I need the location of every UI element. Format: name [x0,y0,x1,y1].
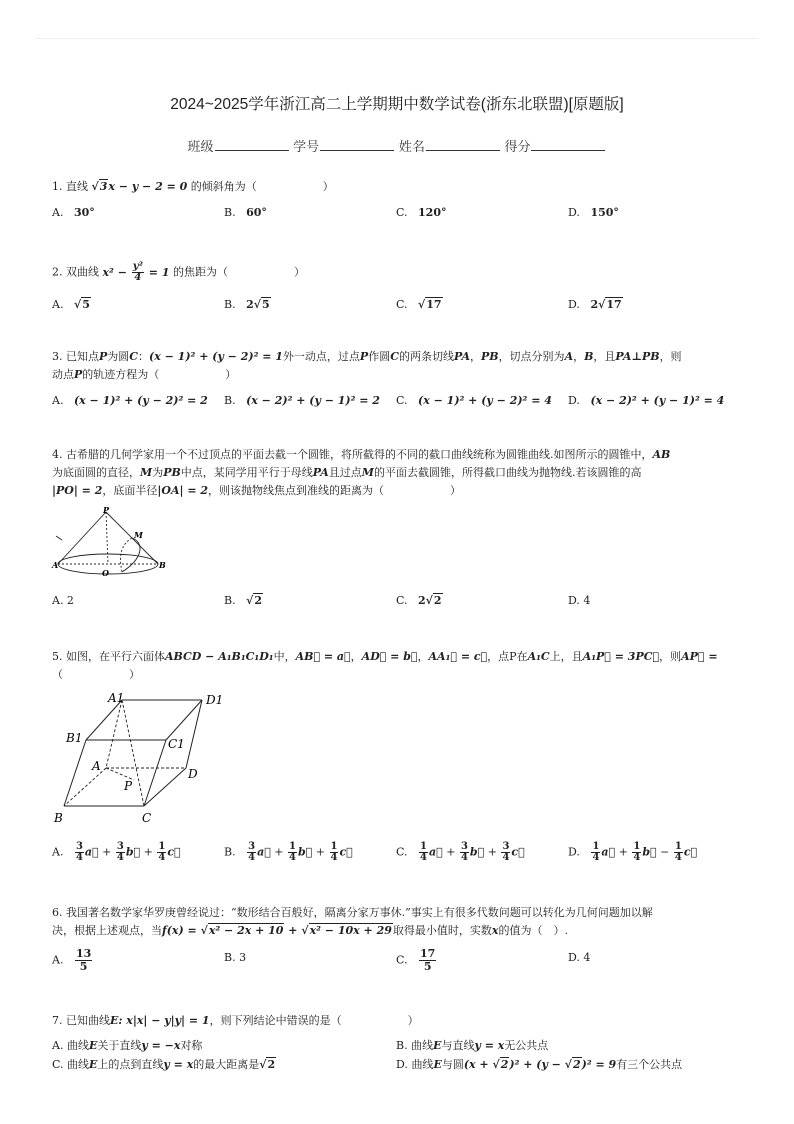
question-text: 的焦距为（ ） [173,265,305,279]
question-number: 1. [52,180,63,193]
label-D: D [188,767,198,781]
cone-edge-left [58,512,106,564]
q5-option-c[interactable]: C. $\frac{1}{4}$ a⃗ + $\frac{3}{4}$ b⃗ + $\frac{3}{4}$ c⃗ [396,841,525,863]
score-blank[interactable] [531,149,605,151]
question-text: 双曲线 [66,265,99,279]
header-rule [36,38,758,39]
class-blank[interactable] [215,149,289,151]
name-blank[interactable] [426,149,500,151]
question-text: 直线 [66,180,88,193]
page-title: 2024~2025学年浙江高二上学期期中数学试卷(浙东北联盟)[原题版] [170,96,624,113]
q5-option-a[interactable]: A. $\frac{3}{4}$ a⃗ + $\frac{3}{4}$ b⃗ + $\frac{1}{4}$ c⃗ [52,841,181,863]
question-number: 3. [52,350,63,363]
question-3: 3. 已知点P为圆C：(x − 1)² + (y − 2)² = 1外一动点，过点P作圆C的两条切线PA，PB，切点分别为A，B，且PA⊥PB，则 动点P的轨迹方程为（ ） [52,350,682,381]
q2-option-b[interactable]: B. 2√5 [224,298,270,311]
q3-option-d[interactable]: D. (x − 2)² + (y − 1)² = 4 [568,394,725,407]
q6-option-d[interactable]: D. 4 [568,951,591,964]
question-2 [52,262,742,283]
label-C: C [142,811,152,825]
q6-option-c[interactable]: C. $\frac{17}{5}$ [396,947,436,973]
label-P: P [103,505,110,515]
label-P: P [124,779,133,793]
label-O: O [102,568,109,578]
q1-option-c[interactable]: C. 120° [396,206,447,219]
formula: x² − $\frac{\text{y²}}{4}$ = 1 [102,261,170,283]
label-A: A [52,560,59,570]
q2-option-a[interactable]: A. √5 [52,298,90,311]
q7-option-a[interactable]: A. 曲线E关于直线y = −x对称 [52,1039,203,1052]
q3-option-a[interactable]: A. (x − 1)² + (y − 2)² = 2 [52,394,208,407]
q7-option-b[interactable]: B. 曲线E与直线y = x无公共点 [396,1039,549,1052]
q1-option-d[interactable]: D. 150° [568,206,619,219]
q2-option-c[interactable]: C. √17 [396,298,442,311]
q4-option-d[interactable]: D. 4 [568,594,591,607]
q1-option-b[interactable]: B. 60° [224,206,267,219]
cone-figure [52,506,172,582]
question-number: 5. [52,650,63,663]
q2-option-d[interactable]: D. 2√17 [568,298,622,311]
question-7: 7. 已知曲线E: x|x| − y|y| = 1，则下列结论中错误的是（ ） [52,1014,419,1027]
name-label: 姓名 [398,139,425,154]
q6-option-b[interactable]: B. 3 [224,951,247,964]
label-B: B [159,560,166,570]
label-M: M [134,530,143,540]
q7-option-c[interactable]: C. 曲线E上的点到直线y = x的最大距离是√2 [52,1058,276,1071]
label-A1: A1 [108,691,125,705]
label-B1: B1 [66,731,83,745]
q5-option-d[interactable]: D. $\frac{1}{4}$ a⃗ + $\frac{1}{4}$ b⃗ − $\frac{1}{4}$ c⃗ [568,841,698,863]
q5-option-b[interactable]: B. $\frac{3}{4}$ a⃗ + $\frac{1}{4}$ b⃗ + $\frac{1}{4}$ c⃗ [224,841,353,863]
question-number: 7. [52,1014,63,1027]
q7-option-d[interactable]: D. 曲线E与圆(x + √2)² + (y − √2)² = 9有三个公共点 [396,1058,683,1071]
class-label: 班级 [187,139,214,154]
question-4: 4. 古希腊的几何学家用一个不过顶点的平面去截一个圆锥，将所截得的不同的截口曲线统称为圆锥曲线.如图所示的圆锥中，AB 为底面圆的直径，M为PB中点，某同学用平行于母线PA且过点M的平面去截圆锥，所得截口曲线为抛物线.若该圆锥的高 |PO| = 2，底面半径|OA| = 2，则该抛物线焦点到准线的距离为（ ） [52,448,671,497]
label-C1: C1 [168,737,185,751]
label-B: B [54,811,63,825]
question-1 [52,178,742,196]
parallelepiped-figure [52,690,224,826]
question-number: 2. [52,265,63,279]
student-info-line [0,136,794,155]
question-text: 的倾斜角为（ ） [190,180,334,193]
q4-option-a[interactable]: A. 2 [52,594,74,607]
label-D1: D1 [206,693,224,707]
q3-option-b[interactable]: B. (x − 2)² + (y − 1)² = 2 [224,394,380,407]
question-number: 4. [52,448,63,461]
q6-option-a[interactable]: A. $\frac{13}{5}$ [52,947,92,973]
q4-option-b[interactable]: B. √2 [224,594,262,607]
question-6: 6. 我国著名数学家华罗庚曾经说过：“数形结合百般好，隔离分家万事休.”事实上有很多代数问题可以转化为几何问题加以解 决，根据上述观点，当f(x) = √x² − 2x + 10 + √x² − 10x + 29取得最小值时，实数x的值为（ ）. [52,906,653,937]
question-number: 6. [52,906,63,919]
q3-option-c[interactable]: C. (x − 1)² + (y − 2)² = 4 [396,394,552,407]
tick-mark [56,536,62,540]
student-id-blank[interactable] [320,149,394,151]
score-label: 得分 [504,139,531,154]
label-A: A [92,759,101,773]
cone-height [106,512,108,564]
q4-option-c[interactable]: C. 2√2 [396,594,442,607]
formula: √3x − y − 2 = 0 [91,180,188,193]
question-5: 5. 如图，在平行六面体ABCD − A₁B₁C₁D₁中，AB⃗ = a⃗，AD⃗ = b⃗，AA₁⃗ = c⃗，点P在A₁C上，且A₁P⃗ = 3PC⃗，则AP⃗ = （ ） [52,650,718,681]
q1-option-a[interactable]: A. 30° [52,206,95,219]
student-id-label: 学号 [293,139,320,154]
